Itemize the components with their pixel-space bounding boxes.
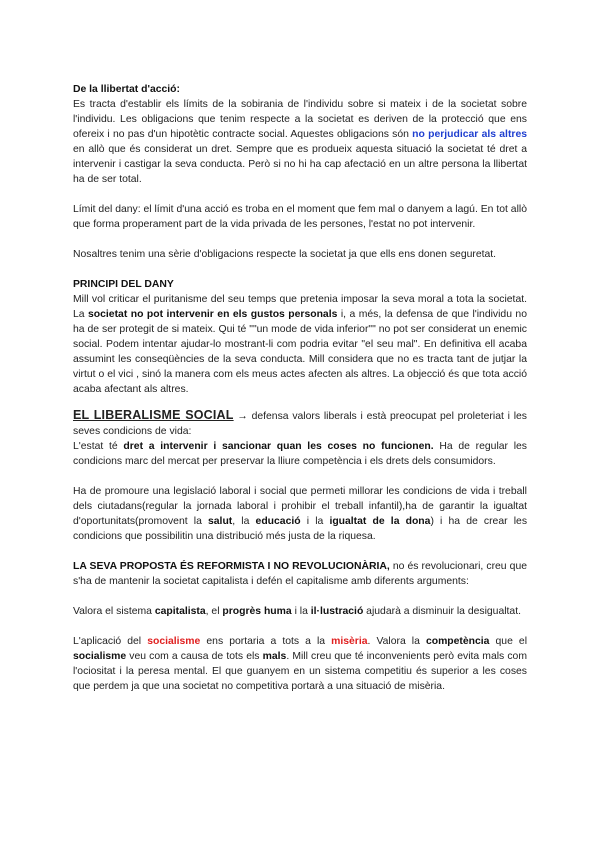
paragraph-limit-dany: Límit del dany: el límit d'una acció es troba en el moment que fem mal o danyem a lagú. En tot allò que forma properament part de la vida privada de les persones, l'estat no pot intervenir. — [73, 204, 527, 230]
section-heading-liberalisme-social: EL LIBERALISME SOCIAL — [73, 408, 234, 422]
paragraph-estat-intervenir: L'estat té dret a intervenir i sancionar quan les coses no funcionen. Ha de regular les condicions marc del mercat per preservar la lliure competència i els drets dels consumidors. — [73, 441, 527, 467]
paragraph-obligacions: Es tracta d'establir els límits de la sobirania de l'individu sobre si mateix i de la societat sobre l'individu. Les obligacions que tenim respecte a la societat es deriven de la protecció que ens ofereix i no pas d'un hipotètic contracte social. Aquestes obligacions són no perjudicar als altres en allò que és considerat un dret. Sempre que es produeix aquesta situació la societat té dret a intervenir i castigar la seva conducta. Però si no hi ha cap afectació en un altre persona la llibertat ha de ser total. — [73, 99, 528, 185]
paragraph-obligacions-societat: Nosaltres tenim una sèrie d'obligacions respecte la societat ja que ells ens donen seguretat. — [73, 249, 497, 260]
document-page — [73, 82, 527, 694]
section-heading-proposta: LA SEVA PROPOSTA ÉS REFORMISTA I NO REVOLUCIONÀRIA, — [73, 561, 390, 572]
paragraph-socialisme-miseria: L'aplicació del socialisme ens portaria a tots a la misèria. Valora la competència que el socialisme veu com a causa de tots els mals. Mill creu que té inconvenients però evita mals com l'ociositat i la peresa mental. El que guanyem en un sistema competitiu és superior a les coses que perdem ja que una societat no competitiva portarà a una situació de misèria. — [73, 636, 528, 692]
highlight-socialisme: socialisme — [147, 636, 201, 647]
paragraph-valora-capitalisme: Valora el sistema capitalista, el progrès huma i la il·lustració ajudarà a disminuir la desigualtat. — [73, 606, 521, 617]
section-heading-llibertat: De la llibertat d'acció: — [73, 84, 180, 95]
arrow-icon: → — [233, 411, 252, 422]
paragraph-principi-dany: Mill vol criticar el puritanisme del seu temps que pretenia imposar la seva moral a tota la societat. La societat no pot intervenir en els gustos personals i, a més, la defensa de que l'individu no ha de ser protegit de si mateix. Qui té ""un mode de vida inferior"" no pot ser considerat un enemic social. Podem intentar ajudar-lo mostrant-li com podria evitar "el seu mal". En definitiva ell acaba assumint les conseqüències de la seva conducta. Mill considera que no es tracta tant de jutjar la virtut o el vici , sinó la manera com els meus actes afecten als altres. La objecció és que tota acció acaba afectant als altres. — [73, 294, 527, 395]
paragraph-legislacio-laboral: Ha de promoure una legislació laboral i social que permeti millorar les condicions de vida i treball dels ciutadans(regular la jornada laboral i prohibir el treball infantil),ha de garantir la igualtat d'oportunitats(promovent la salut, la educació i la igualtat de la dona) i ha de crear les condicions que possibilitin una distribució més justa de la riquesa. — [73, 486, 528, 542]
section-heading-principi-dany: PRINCIPI DEL DANY — [73, 279, 174, 290]
paragraph-liberalisme-social: EL LIBERALISME SOCIAL → defensa valors liberals i està preocupat pel proleteriat i les seves condicions de vida: — [73, 408, 527, 437]
highlight-miseria: misèria — [331, 636, 368, 647]
highlight-no-perjudicar: no perjudicar als altres — [412, 129, 528, 140]
paragraph-proposta-reformista: LA SEVA PROPOSTA ÉS REFORMISTA I NO REVOLUCIONÀRIA, no és revolucionari, creu que s'ha de mantenir la societat capitalista i defén el capitalisme amb diferents arguments: — [73, 561, 528, 587]
